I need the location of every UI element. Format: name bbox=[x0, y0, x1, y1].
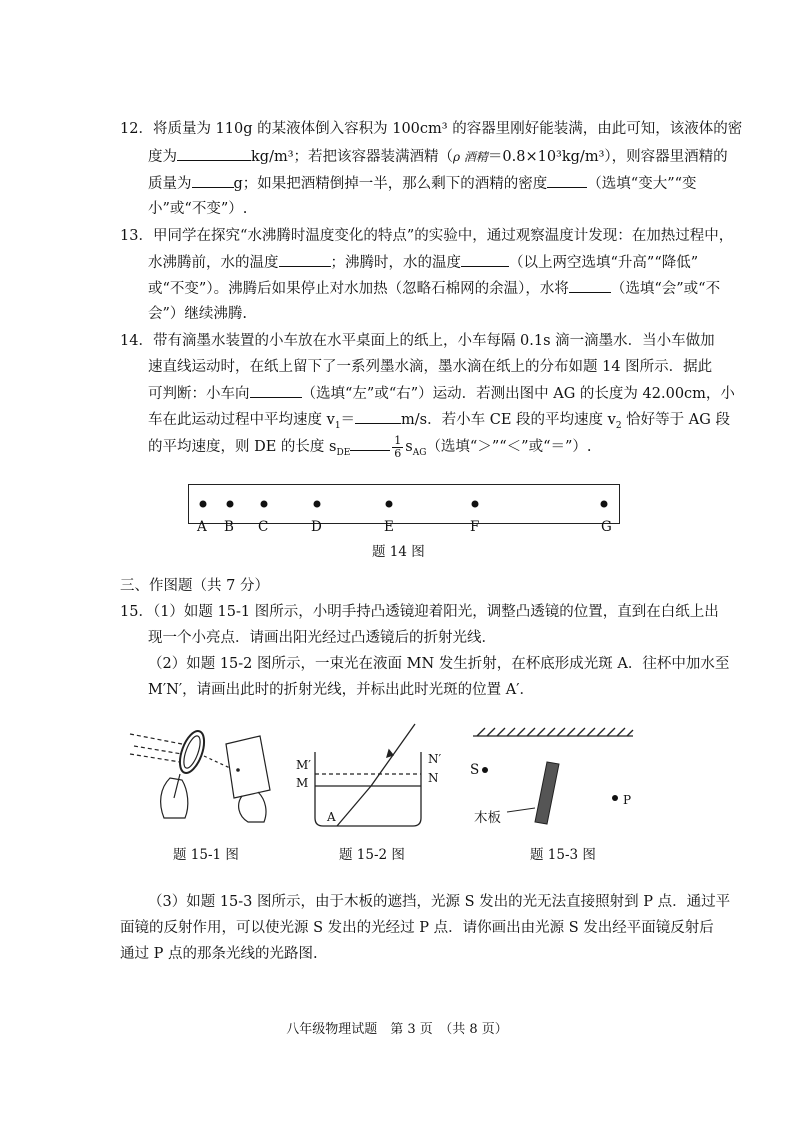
q13-text: （选填“会”或“不 bbox=[610, 281, 721, 297]
label-board: 木板 bbox=[474, 810, 501, 826]
answer-blank[interactable] bbox=[192, 173, 234, 188]
q12-line2 bbox=[148, 146, 728, 167]
answer-blank[interactable] bbox=[547, 173, 587, 188]
label-m: M bbox=[296, 776, 309, 790]
refracted-ray bbox=[337, 786, 371, 826]
arrow-icon bbox=[387, 750, 393, 757]
ink-drop-a bbox=[200, 501, 207, 508]
q12-rho: ρ 酒精 bbox=[453, 150, 488, 164]
q13-text: （以上两空选填“升高”“降低” bbox=[509, 255, 699, 271]
q12-text: 质量为 bbox=[148, 176, 192, 192]
figure15-2 bbox=[295, 722, 445, 832]
q14-line3 bbox=[148, 383, 735, 404]
dot-label-f: F bbox=[470, 519, 480, 535]
answer-blank[interactable] bbox=[250, 383, 302, 398]
white-paper bbox=[226, 736, 270, 798]
convex-lens bbox=[175, 728, 209, 776]
q14-line5 bbox=[148, 432, 592, 468]
q14-text: （选填“左”或“右”）运动．若测出图中 AG 的长度为 42.00cm，小 bbox=[301, 386, 735, 402]
q12-text: 度为 bbox=[148, 149, 177, 165]
q15-3-line1: （3）如题 15-3 图所示，由于木板的遮挡，光源 S 发出的光无法直接照射到 P 点．通过平 bbox=[148, 894, 731, 910]
hand-left bbox=[161, 774, 188, 818]
answer-blank[interactable] bbox=[350, 436, 390, 451]
q12-line4: 小”或“不变”）. bbox=[148, 201, 248, 217]
lens-rim bbox=[181, 734, 204, 770]
answer-blank[interactable] bbox=[461, 252, 509, 267]
q13-text: 或“不变”）。沸腾后如果停止对水加热（忽略石棉网的余温），水将 bbox=[148, 281, 569, 297]
q12-text: ＝0.8×10³kg/m³），则容器里酒精的 bbox=[487, 149, 728, 165]
answer-blank[interactable] bbox=[177, 146, 251, 161]
dot-label-e: E bbox=[384, 519, 394, 535]
wooden-board bbox=[535, 762, 559, 824]
q14-text: s bbox=[405, 439, 413, 455]
q13-text: 水沸腾前，水的温度 bbox=[148, 255, 279, 271]
q14-text: （选填“＞”“＜”或“＝”）. bbox=[426, 439, 592, 455]
sun-ray bbox=[204, 756, 230, 768]
q14-text: ＝ bbox=[340, 412, 356, 428]
dot-label-c: C bbox=[258, 519, 269, 535]
dot-label-a: A bbox=[197, 519, 207, 535]
ink-drop-d bbox=[314, 501, 321, 508]
q15-1-line1: 15．（1）如题 15-1 图所示，小明手持凸透镜迎着阳光，调整凸透镜的位置，直到在白纸上出 bbox=[120, 604, 719, 620]
answer-blank[interactable] bbox=[279, 252, 331, 267]
label-n-prime: N′ bbox=[428, 752, 442, 766]
figure15-1-caption: 题 15-1 图 bbox=[173, 847, 239, 863]
dot-label-g: G bbox=[601, 519, 612, 535]
q14-line2: 速直线运动时，在纸上留下了一系列墨水滴，墨水滴在纸上的分布如题 14 图所示．据此 bbox=[148, 359, 713, 375]
q15-3-line2: 面镜的反射作用，可以使光源 S 发出的光经过 P 点．请你画出由光源 S 发出经平面镜反射后 bbox=[120, 920, 714, 936]
q12-line1: 12．将质量为 110g 的某液体倒入容积为 100cm³ 的容器里刚好能装满，由此可知，该液体的密 bbox=[120, 121, 743, 137]
q14-sub: AG bbox=[412, 447, 427, 458]
label-m-prime: M′ bbox=[296, 758, 312, 772]
ink-drop-strip bbox=[188, 484, 620, 524]
sun-ray bbox=[134, 746, 182, 754]
q15-2-line1: （2）如题 15-2 图所示，一束光在液面 MN 发生折射，在杯底形成光斑 A．往杯中加水至 bbox=[148, 656, 730, 672]
point-p bbox=[612, 795, 618, 801]
q14-sub: DE bbox=[336, 447, 351, 458]
figure15-2-caption: 题 15-2 图 bbox=[339, 847, 405, 863]
q13-line2 bbox=[148, 252, 698, 273]
figure15-1 bbox=[130, 718, 280, 828]
light-source-s bbox=[482, 767, 488, 773]
fraction-denominator: 6 bbox=[394, 446, 402, 460]
q13-line4: 会”）继续沸腾. bbox=[148, 306, 248, 322]
ink-drop-e bbox=[386, 501, 393, 508]
q12-text: kg/m³；若把该容器装满酒精（ bbox=[251, 149, 454, 165]
dot-label-b: B bbox=[224, 519, 234, 535]
answer-blank[interactable] bbox=[569, 278, 611, 293]
label-p: P bbox=[623, 793, 632, 807]
ink-drop-b bbox=[227, 501, 234, 508]
board-leader-line bbox=[507, 808, 535, 812]
q14-text: m/s．若小车 CE 段的平均速度 v bbox=[401, 412, 616, 428]
figure14-caption: 题 14 图 bbox=[372, 544, 425, 560]
ink-drop-c bbox=[261, 501, 268, 508]
fraction-numerator: 1 bbox=[394, 433, 402, 447]
q14-line1: 14．带有滴墨水装置的小车放在水平桌面上的纸上，小车每隔 0.1s 滴一滴墨水．当小车做加 bbox=[120, 333, 715, 349]
label-a: A bbox=[327, 810, 336, 824]
q12-text: g；如果把酒精倒掉一半，那么剩下的酒精的密度 bbox=[233, 176, 548, 192]
q12-line3 bbox=[148, 173, 697, 194]
bright-spot bbox=[236, 768, 240, 772]
ink-drop-f bbox=[472, 501, 479, 508]
q14-text: 可判断：小车向 bbox=[148, 386, 250, 402]
q14-text: 恰好等于 AG 段 bbox=[621, 412, 730, 428]
answer-blank[interactable] bbox=[355, 409, 401, 424]
q15-3-line3: 通过 P 点的那条光线的光路图. bbox=[120, 946, 318, 962]
ink-drop-g bbox=[601, 501, 608, 508]
page-footer: 八年级物理试题 第 3 页 （共 8 页） bbox=[286, 1022, 508, 1037]
sun-ray bbox=[130, 734, 182, 744]
section-title: 三、作图题（共 7 分） bbox=[120, 578, 269, 594]
sun-ray bbox=[130, 754, 180, 762]
q14-text: 的平均速度，则 DE 的长度 s bbox=[148, 439, 337, 455]
q13-line1: 13．甲同学在探究“水沸腾时温度变化的特点”的实验中，通过观察温度计发现：在加热过程中， bbox=[120, 228, 734, 244]
label-n: N bbox=[428, 771, 439, 785]
q12-text: （选填“变大”“变 bbox=[587, 176, 697, 192]
q14-sub: 1 bbox=[334, 420, 341, 431]
q14-sub: 2 bbox=[615, 420, 622, 431]
figure15-3-caption: 题 15-3 图 bbox=[530, 847, 596, 863]
fraction bbox=[392, 435, 403, 460]
q15-2-line2: M′N′，请画出此时的折射光线，并标出此时光斑的位置 A′． bbox=[148, 682, 534, 698]
q15-1-line2: 现一个小亮点．请画出阳光经过凸透镜后的折射光线． bbox=[148, 630, 496, 646]
dot-label-d: D bbox=[311, 519, 322, 535]
q13-line3 bbox=[148, 278, 720, 299]
label-s: S bbox=[470, 762, 480, 778]
q14-text: 车在此运动过程中平均速度 v bbox=[148, 412, 335, 428]
q13-text: ；沸腾时，水的温度 bbox=[330, 255, 461, 271]
